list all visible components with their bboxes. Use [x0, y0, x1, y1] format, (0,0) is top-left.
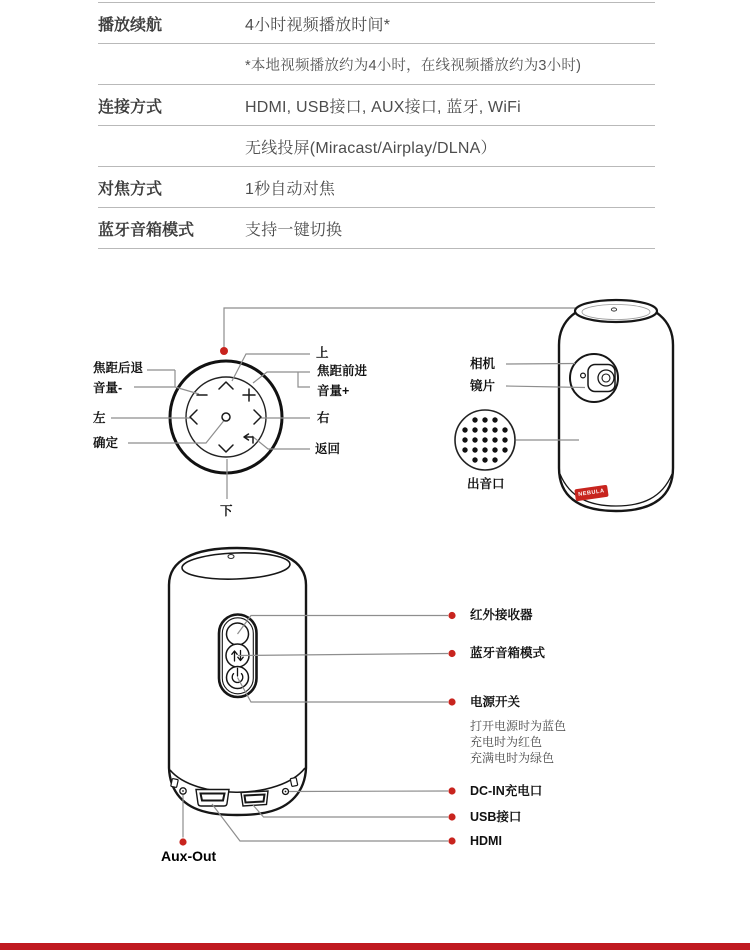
label-dc-in: DC-IN充电口	[470, 784, 543, 798]
spec-row	[98, 2, 655, 43]
top-hole	[611, 308, 616, 311]
label-focus-forward: 焦距前进	[317, 364, 368, 378]
label-speaker: 出音口	[467, 477, 505, 491]
label-bt-speaker-mode: 蓝牙音箱模式	[470, 646, 546, 660]
label-ir-receiver: 红外接收器	[470, 608, 533, 622]
spec-label: 对焦方式	[98, 180, 163, 198]
label-focus-back: 焦距后退	[93, 361, 144, 375]
top-hole	[228, 555, 234, 559]
label-hdmi: HDMI	[470, 834, 502, 848]
label-up: 上	[316, 346, 329, 360]
callout-dot	[448, 787, 455, 794]
callout-dot	[179, 838, 186, 845]
spec-table	[98, 2, 655, 249]
callout-dot	[448, 698, 455, 705]
label-down: 下	[220, 504, 233, 518]
spec-label: 连接方式	[98, 98, 163, 116]
spec-label: 播放续航	[98, 16, 163, 34]
spec-value: HDMI, USB接口, AUX接口, 蓝牙, WiFi	[245, 98, 521, 116]
control-pad-diagram	[111, 308, 577, 499]
speaker-grille	[455, 410, 515, 470]
label-ok: 确定	[93, 436, 119, 450]
spec-value: 1秒自动对焦	[245, 180, 336, 198]
pad-location-dot	[220, 347, 228, 355]
callout-dot	[448, 612, 455, 619]
power-note-red: 充电时为红色	[470, 735, 543, 749]
pad-location-line	[224, 308, 577, 347]
callout-dot	[448, 837, 455, 844]
spec-value: 支持一键切换	[245, 221, 343, 239]
label-back: 返回	[315, 442, 341, 456]
label-right: 右	[317, 411, 330, 425]
camera-dot	[581, 373, 586, 378]
spec-row	[98, 166, 655, 207]
label-lens: 镜片	[470, 379, 496, 393]
label-power-switch: 电源开关	[470, 695, 521, 709]
label-usb: USB接口	[470, 810, 522, 824]
label-volume-minus: 音量-	[93, 381, 123, 395]
spec-row	[98, 84, 655, 125]
bottom-accent-bar	[0, 943, 750, 950]
spec-value: 4小时视频播放时间*	[245, 16, 391, 34]
lens-assembly	[570, 354, 618, 402]
nebula-logo: NEBULA	[574, 485, 608, 501]
power-note-blue: 打开电源时为蓝色	[470, 719, 567, 733]
spec-label: 蓝牙音箱模式	[98, 221, 195, 239]
power-note-green: 充满电时为绿色	[470, 751, 555, 765]
spec-value: 无线投屏(Miracast/Airplay/DLNA）	[245, 139, 497, 157]
spec-footnote: *本地视频播放约为4小时，在线视频播放约为3小时)	[245, 57, 582, 74]
callout-dot	[448, 813, 455, 820]
spec-row	[98, 43, 655, 84]
spec-row	[98, 207, 655, 249]
ok-center-icon	[222, 413, 230, 421]
callout-dot	[448, 650, 455, 657]
label-left: 左	[93, 411, 106, 425]
label-aux-out: Aux-Out	[161, 848, 217, 864]
label-volume-plus: 音量+	[317, 384, 350, 398]
projector-rear-view	[169, 548, 456, 846]
spec-row	[98, 125, 655, 166]
label-camera: 相机	[470, 357, 496, 371]
